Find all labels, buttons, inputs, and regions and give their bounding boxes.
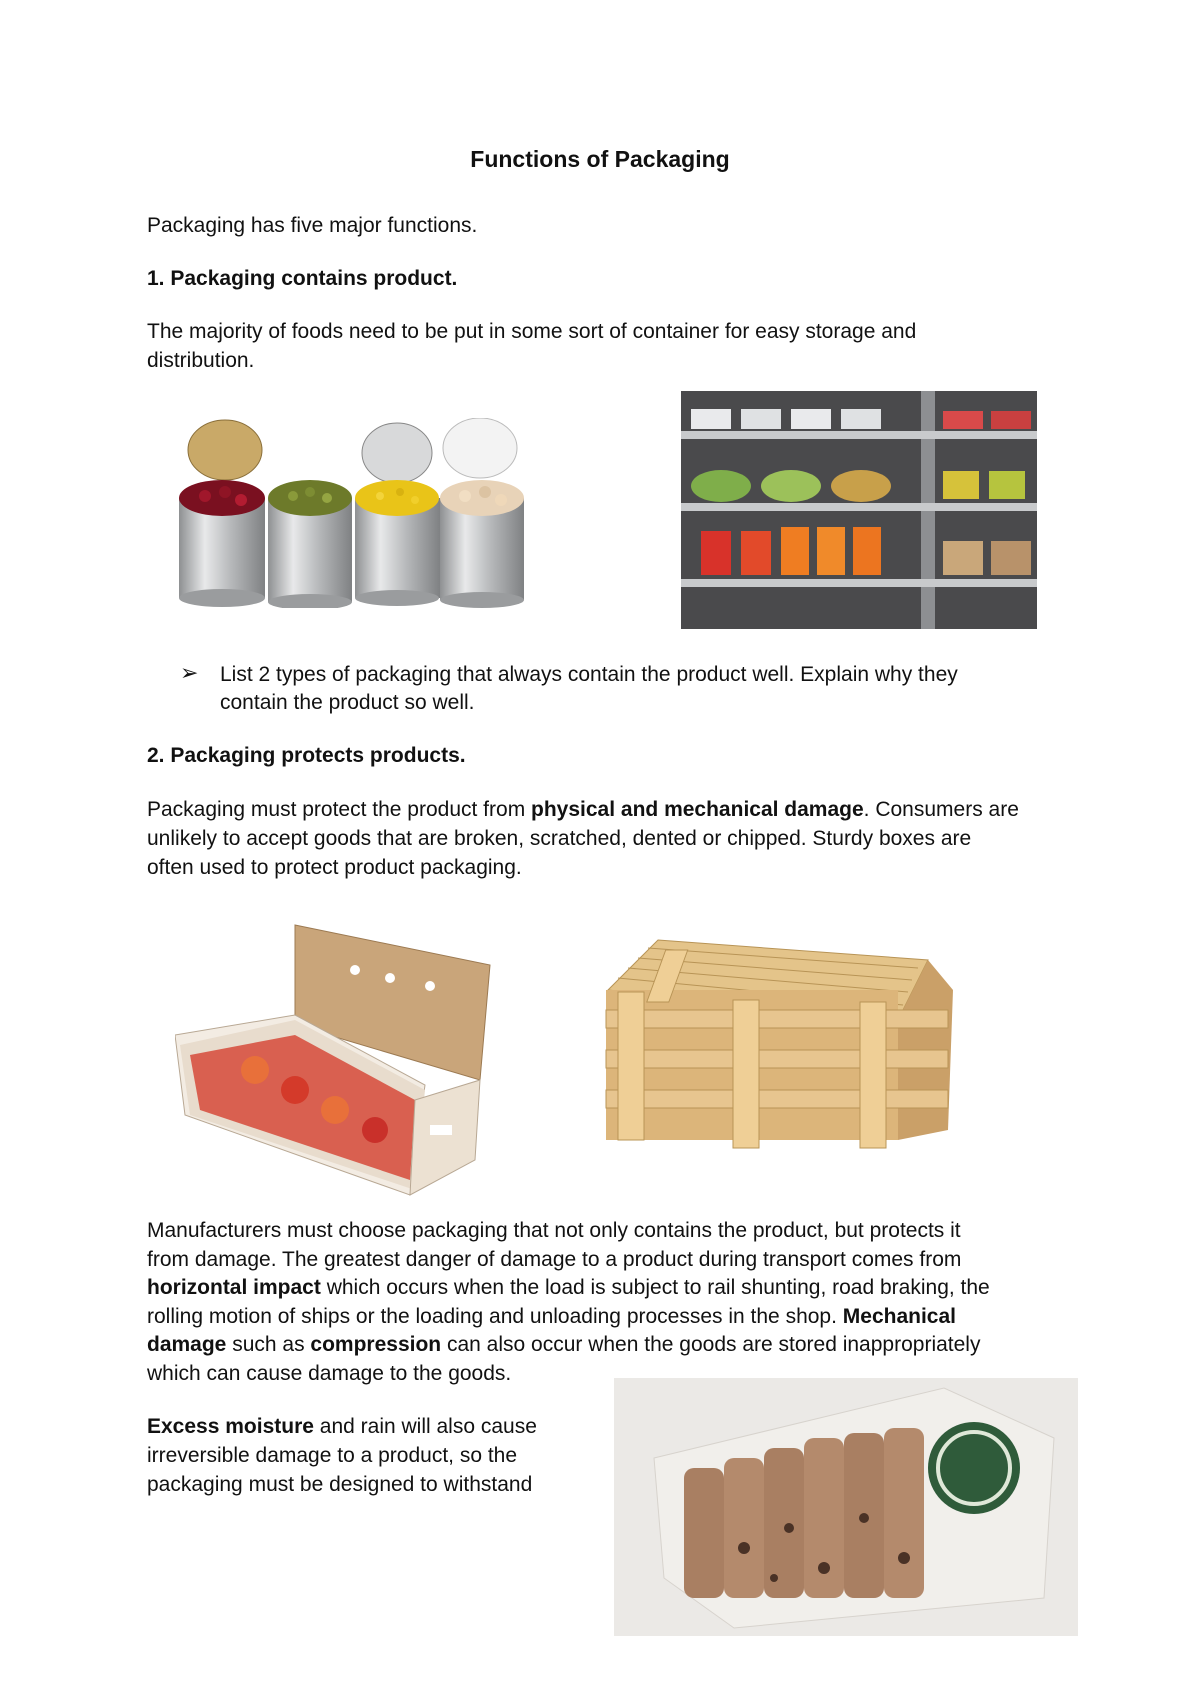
refrigerated-display-image: [681, 391, 1037, 629]
section1-heading: 1. Packaging contains product.: [147, 267, 458, 290]
p2-line5-mid: such as: [226, 1333, 311, 1356]
p3-bold-excess-moisture: Excess moisture: [147, 1415, 314, 1438]
p1-text-a: Packaging must protect the product from: [147, 798, 532, 821]
cardboard-box-image: [175, 910, 495, 1200]
canned-food-image: [175, 418, 535, 608]
section1-body-line2: distribution.: [147, 349, 255, 372]
p2-line5-rest: can also occur when the goods are stored inappropriately: [441, 1333, 981, 1356]
section2-p1-line1: [147, 795, 1019, 824]
section2-p2-line3: [147, 1273, 990, 1302]
section2-p2-line1: Manufacturers must choose packaging that not only contains the product, but protects it: [147, 1219, 961, 1242]
section2-heading: 2. Packaging protects products.: [147, 744, 466, 767]
section1-body-line1: The majority of foods need to be put in some sort of container for easy storage and: [147, 320, 917, 343]
page-title: Functions of Packaging: [470, 146, 730, 172]
bagged-bread-image: [614, 1378, 1078, 1636]
section2-p3-line2: irreversible damage to a product, so the: [147, 1444, 518, 1467]
section2-p2-line2: from damage. The greatest danger of damage to a product during transport comes from: [147, 1248, 962, 1271]
section2-p2-line5: [147, 1330, 980, 1359]
p1-bold: physical and mechanical damage: [531, 798, 864, 821]
p2-bold-horizontal-impact: horizontal impact: [147, 1276, 321, 1299]
section2-p2-line6: which can cause damage to the goods.: [147, 1362, 512, 1385]
p2-bold-damage: damage: [147, 1333, 227, 1356]
bullet-line2: contain the product so well.: [220, 691, 475, 714]
bullet-line1: List 2 types of packaging that always contain the product well. Explain why they: [220, 663, 958, 686]
p2-bold-compression: compression: [310, 1333, 442, 1356]
p1-text-c: . Consumers are: [863, 798, 1019, 821]
section2-p2-line4: [147, 1302, 956, 1331]
p2-line4-text: rolling motion of ships or the loading and unloading processes in the shop.: [147, 1305, 843, 1328]
bullet-arrow-icon: ➢: [180, 660, 199, 685]
section2-p3-line3: packaging must be designed to withstand: [147, 1473, 533, 1496]
section2-p1-line2: unlikely to accept goods that are broken, scratched, dented or chipped. Sturdy boxes are: [147, 827, 972, 850]
p2-line3-rest: which occurs when the load is subject to rail shunting, road braking, the: [320, 1276, 990, 1299]
section2-p1-line3: often used to protect product packaging.: [147, 856, 522, 879]
p3-line1-rest: and rain will also cause: [313, 1415, 537, 1438]
section2-p3-line1: [147, 1412, 537, 1441]
wooden-crate-image: [598, 930, 960, 1152]
intro-text: Packaging has five major functions.: [147, 214, 478, 237]
p2-bold-mechanical: Mechanical: [842, 1305, 956, 1328]
